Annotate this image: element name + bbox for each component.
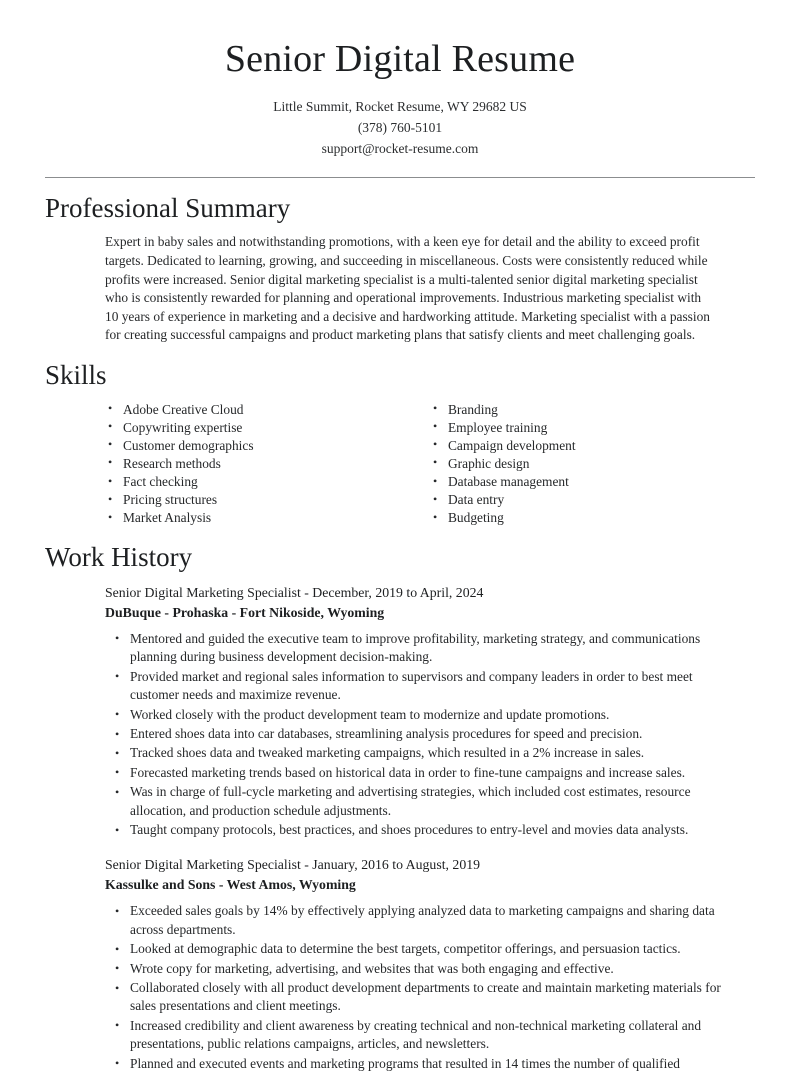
section-heading-skills: Skills (45, 359, 107, 390)
section-heading-work-history: Work History (45, 542, 193, 573)
skills-list-left (105, 401, 430, 527)
job-bullet: • Wrote copy for marketing, advertising, and websites that was both engaging and effective. (105, 960, 745, 978)
contact-email: support@rocket-resume.com (321, 140, 479, 156)
skills-column-left (105, 401, 430, 528)
job-entry (45, 583, 755, 839)
skills-column-right (430, 401, 755, 528)
list-item: • Copywriting expertise (105, 419, 430, 437)
job-bullet: • Taught company protocols, best practices, and shoes procedures to entry-level and movies data analysts. (105, 821, 745, 839)
summary-body (45, 233, 755, 345)
job-bullet: • Entered shoes data into car databases, streamlining analysis procedures for speed and precision. (105, 725, 745, 743)
section-professional-summary (45, 194, 755, 345)
section-skills (45, 361, 755, 527)
list-item: • Database management (430, 473, 755, 491)
list-item: • Employee training (430, 419, 755, 437)
job-bullet: • Worked closely with the product development team to modernize and update promotions. (105, 706, 745, 724)
job-title: Senior Digital Marketing Specialist - January, 2016 to August, 2019 (105, 857, 481, 873)
list-item: • Research methods (105, 455, 430, 473)
contact-block (45, 96, 755, 159)
list-item: • Fact checking (105, 473, 430, 491)
job-bullet: • Tracked shoes data and tweaked marketing campaigns, which resulted in a 2% increase in sales. (105, 744, 745, 762)
header-divider (45, 177, 755, 178)
list-item: • Pricing structures (105, 491, 430, 509)
job-entry (45, 855, 755, 1073)
work-history-jobs (45, 583, 755, 1073)
job-bullet: • Looked at demographic data to determine the best targets, competitor offerings, and persuasion tactics. (105, 940, 745, 958)
page-title: Senior Digital Resume (224, 38, 576, 80)
job-bullet: • Forecasted marketing trends based on historical data in order to fine-tune campaigns and increase sales. (105, 764, 745, 782)
job-title: Senior Digital Marketing Specialist - December, 2019 to April, 2024 (105, 584, 484, 600)
list-item: • Customer demographics (105, 437, 430, 455)
list-item: • Campaign development (430, 437, 755, 455)
job-bullet: • Mentored and guided the executive team to improve profitability, marketing strategy, and communications planning during business development decision-making. (105, 630, 745, 667)
section-work-history (45, 543, 755, 1073)
job-bullet: • Exceeded sales goals by 14% by effectively applying analyzed data to marketing campaigns and sharing data across departments. (105, 902, 745, 939)
contact-address: Little Summit, Rocket Resume, WY 29682 US (273, 98, 527, 114)
section-heading-summary: Professional Summary (45, 192, 291, 223)
list-item: • Budgeting (430, 509, 755, 527)
job-bullet: • Collaborated closely with all product development departments to create and maintain marketing materials for sales presentations and client meetings. (105, 979, 745, 1016)
list-item: • Adobe Creative Cloud (105, 401, 430, 419)
skills-columns (45, 401, 755, 528)
job-company: DuBuque - Prohaska - Fort Nikoside, Wyoming (105, 604, 385, 620)
summary-text: Expert in baby sales and notwithstanding promotions, with a keen eye for detail and the ability to exceed profit targets. Dedicated to learning, growing, and succeeding in miscellaneous. Costs were consistently reduced while profits were increased. Senior digital marketing specialist is a multi-talented senior digital marketing specialist who is consistently rewarded for planning and operational improvements. Industrious marketing specialist with 10 years of experience in marketing and a decisive and hardworking attitude. Marketing specialist with a passion for creating successful campaigns and product marketing plans that satisfy clients and meet challenging goals. (105, 234, 710, 343)
list-item: • Branding (430, 401, 755, 419)
contact-phone: (378) 760-5101 (357, 119, 443, 135)
job-bullet: • Provided market and regional sales information to supervisors and company leaders in order to best meet customer needs and maximize revenue. (105, 668, 745, 705)
job-bullet: • Increased credibility and client awareness by creating technical and non-technical marketing collateral and presentations, public relations campaigns, articles, and newsletters. (105, 1017, 745, 1054)
job-company: Kassulke and Sons - West Amos, Wyoming (105, 877, 356, 893)
list-item: • Market Analysis (105, 509, 430, 527)
list-item: • Graphic design (430, 455, 755, 473)
job-bullet: • Planned and executed events and marketing programs that resulted in 14 times the number of qualified (105, 1055, 745, 1073)
list-item: • Data entry (430, 491, 755, 509)
job-bullet: • Was in charge of full-cycle marketing and advertising strategies, which included cost estimates, resource allocation, and production schedule adjustments. (105, 783, 745, 820)
job-bullet-list (105, 630, 755, 839)
job-bullet-list (105, 902, 755, 1073)
skills-list-right (430, 401, 755, 527)
